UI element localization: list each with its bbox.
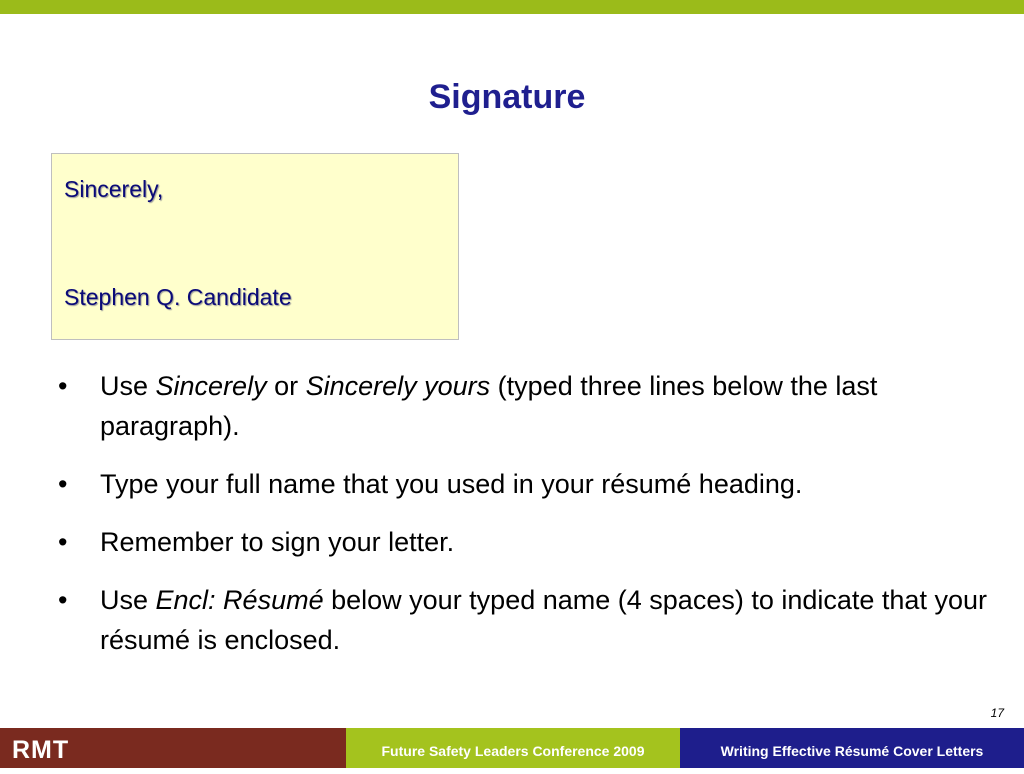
footer-conference: Future Safety Leaders Conference 2009 bbox=[346, 728, 680, 768]
bullet-text: Remember to sign your letter. bbox=[100, 527, 455, 557]
bullet-item-3 bbox=[58, 522, 988, 562]
bullet-emphasis: Encl: Résumé bbox=[155, 585, 324, 615]
footer-bar bbox=[0, 728, 1024, 768]
bullet-text: Use bbox=[100, 371, 156, 401]
signature-example-box bbox=[51, 153, 459, 340]
bullet-text: Use bbox=[100, 585, 156, 615]
bullet-list bbox=[58, 366, 988, 678]
bullet-emphasis: Sincerely bbox=[155, 371, 267, 401]
signature-name: Stephen Q. Candidate bbox=[64, 284, 292, 310]
bullet-dot: • bbox=[58, 371, 68, 401]
footer-logo-panel bbox=[0, 728, 346, 768]
bullet-dot: • bbox=[58, 469, 68, 499]
footer-presentation-title: Writing Effective Résumé Cover Letters bbox=[680, 728, 1024, 768]
bullet-item-2 bbox=[58, 464, 988, 504]
rmt-logo-icon bbox=[12, 737, 112, 761]
bullet-item-1 bbox=[58, 366, 988, 446]
bullet-text: below your typed name (4 spaces) to indicate that your résumé is enclosed. bbox=[100, 585, 987, 655]
bullet-text: or bbox=[266, 371, 306, 401]
slide-title: Signature bbox=[428, 78, 586, 116]
bullet-text: (typed three lines below the last paragraph). bbox=[100, 371, 878, 441]
page-number: 17 bbox=[990, 706, 1004, 720]
bullet-dot: • bbox=[58, 585, 68, 615]
bullet-item-4 bbox=[58, 580, 988, 660]
bullet-emphasis: Sincerely yours bbox=[305, 371, 491, 401]
bullet-text: Type your full name that you used in your résumé heading. bbox=[100, 469, 803, 499]
signature-closing: Sincerely, bbox=[64, 176, 164, 202]
bullet-dot: • bbox=[58, 527, 68, 557]
top-accent-bar bbox=[0, 0, 1024, 14]
rmt-logo-text: RMT bbox=[12, 737, 70, 761]
